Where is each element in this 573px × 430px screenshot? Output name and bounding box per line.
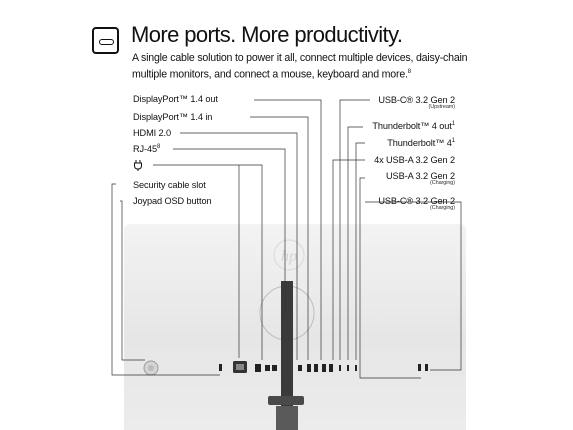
displayport-out <box>298 365 302 371</box>
usbc-charging <box>425 364 428 371</box>
stand-hinge <box>268 396 304 405</box>
usba-2 <box>314 364 318 372</box>
page-subtitle: A single cable solution to power it all, connect multiple devices, daisy-chain multiple monitors, and connect a mouse, keyboard and more.$^8$ <box>132 52 468 81</box>
usba-1 <box>307 364 311 372</box>
label-displayport-out: DisplayPort™ 1.4 out <box>133 94 218 104</box>
thunderbolt-out <box>347 365 349 371</box>
rj45-port <box>255 364 261 372</box>
usba-3 <box>322 364 326 372</box>
label-usbc-charging: USB-C® 3.2 Gen 2 (Charging) <box>378 196 455 211</box>
hdmi-port <box>265 365 270 371</box>
label-thunderbolt-out: Thunderbolt™ 4 out$^1$ <box>372 121 455 132</box>
displayport-in <box>272 365 277 371</box>
thunderbolt <box>339 365 341 371</box>
usba-charging <box>418 364 421 371</box>
label-displayport-in: DisplayPort™ 1.4 in <box>133 112 213 122</box>
port-row <box>219 361 428 373</box>
security-slot-port <box>219 364 222 371</box>
label-thunderbolt: Thunderbolt™ $4^1$ <box>387 138 455 149</box>
label-security-slot: Security cable slot <box>133 180 206 190</box>
label-rj45: $RJ-45^8$ <box>133 144 161 155</box>
page-title: More ports. More productivity. <box>131 22 403 47</box>
label-usba-charging: USB-A 3.2 Gen 2 (Charging) <box>386 171 455 186</box>
usbc-upstream <box>355 365 357 371</box>
label-usba-4x: 4x USB-A 3.2 Gen 2 <box>374 155 455 165</box>
label-hdmi: HDMI 2.0 <box>133 128 172 138</box>
label-joypad: Joypad OSD button <box>133 196 212 206</box>
label-usbc-upstream: USB-C® 3.2 Gen 2 (Upstream) <box>378 95 455 110</box>
usba-4 <box>329 364 333 372</box>
hp-logo <box>274 240 304 270</box>
svg-text:hp: hp <box>281 248 297 265</box>
